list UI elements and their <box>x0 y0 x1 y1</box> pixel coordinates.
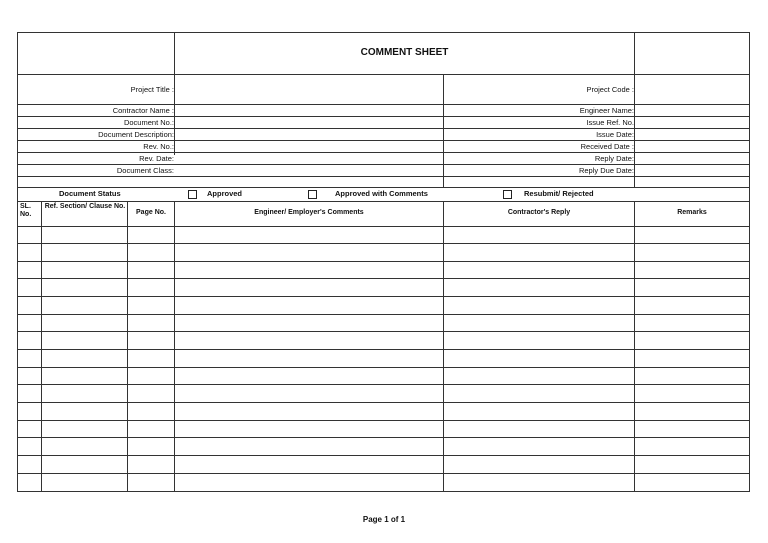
divider <box>634 32 635 75</box>
field-label-document-no: Document No.: <box>123 118 174 127</box>
table-row <box>17 296 750 297</box>
approved-checkbox[interactable] <box>188 190 197 199</box>
table-row <box>17 384 750 385</box>
field-label-contractor-name: Contractor Name : <box>112 106 174 115</box>
table-row <box>17 420 750 421</box>
field-label-engineer-name: Engineer Name: <box>579 106 634 115</box>
field-label-project-title: Project Title : <box>130 85 174 94</box>
field-label-rev-date: Rev. Date: <box>139 154 174 163</box>
column-header-page-no: Page No. <box>136 209 166 216</box>
comment-sheet-form <box>17 32 750 492</box>
column-header-remarks: Remarks <box>677 209 707 216</box>
field-label-project-code: Project Code : <box>586 85 634 94</box>
table-row <box>17 473 750 474</box>
approved-with-comments-label: Approved with Comments <box>335 189 428 198</box>
table-row <box>17 314 750 315</box>
table-row <box>17 402 750 403</box>
divider <box>174 201 175 492</box>
field-label-document-class: Document Class: <box>116 166 174 175</box>
column-header-engineer-comments: Engineer/ Employer's Comments <box>254 209 364 216</box>
border-right <box>749 32 750 492</box>
column-header-contractor-reply: Contractor's Reply <box>507 209 571 216</box>
divider <box>443 201 444 492</box>
table-row <box>17 367 750 368</box>
divider <box>127 201 128 492</box>
border-top <box>17 32 750 33</box>
approved-label: Approved <box>207 189 243 198</box>
field-label-rev-no: Rev. No.: <box>143 142 174 151</box>
document-status-label: Document Status <box>59 189 121 198</box>
table-row <box>17 437 750 438</box>
field-label-reply-date: Reply Date: <box>594 154 634 163</box>
column-header-ref-section: Ref. Section/ Clause No. <box>44 203 126 210</box>
field-label-received-date: Received Date : <box>580 142 634 151</box>
field-label-issue-ref-no: Issue Ref. No. <box>586 118 634 127</box>
divider <box>17 74 750 75</box>
approved-with-comments-checkbox[interactable] <box>308 190 317 199</box>
field-label-issue-date: Issue Date: <box>596 130 634 139</box>
divider <box>634 201 635 492</box>
resubmit-rejected-checkbox[interactable] <box>503 190 512 199</box>
divider <box>634 74 635 187</box>
border-left <box>17 32 18 492</box>
page-number: Page 1 of 1 <box>362 515 406 524</box>
table-row <box>17 278 750 279</box>
divider <box>634 104 750 105</box>
table-row <box>17 261 750 262</box>
field-label-document-description: Document Description: <box>98 130 174 139</box>
field-label-reply-due-date: Reply Due Date: <box>578 166 634 175</box>
resubmit-rejected-label: Resubmit/ Rejected <box>524 189 594 198</box>
table-row <box>17 455 750 456</box>
table-row <box>17 349 750 350</box>
table-row <box>17 331 750 332</box>
divider <box>41 201 42 492</box>
column-header-sl-no: SL. No. <box>20 203 32 218</box>
sheet-title: COMMENT SHEET <box>360 47 449 58</box>
table-row <box>17 243 750 244</box>
